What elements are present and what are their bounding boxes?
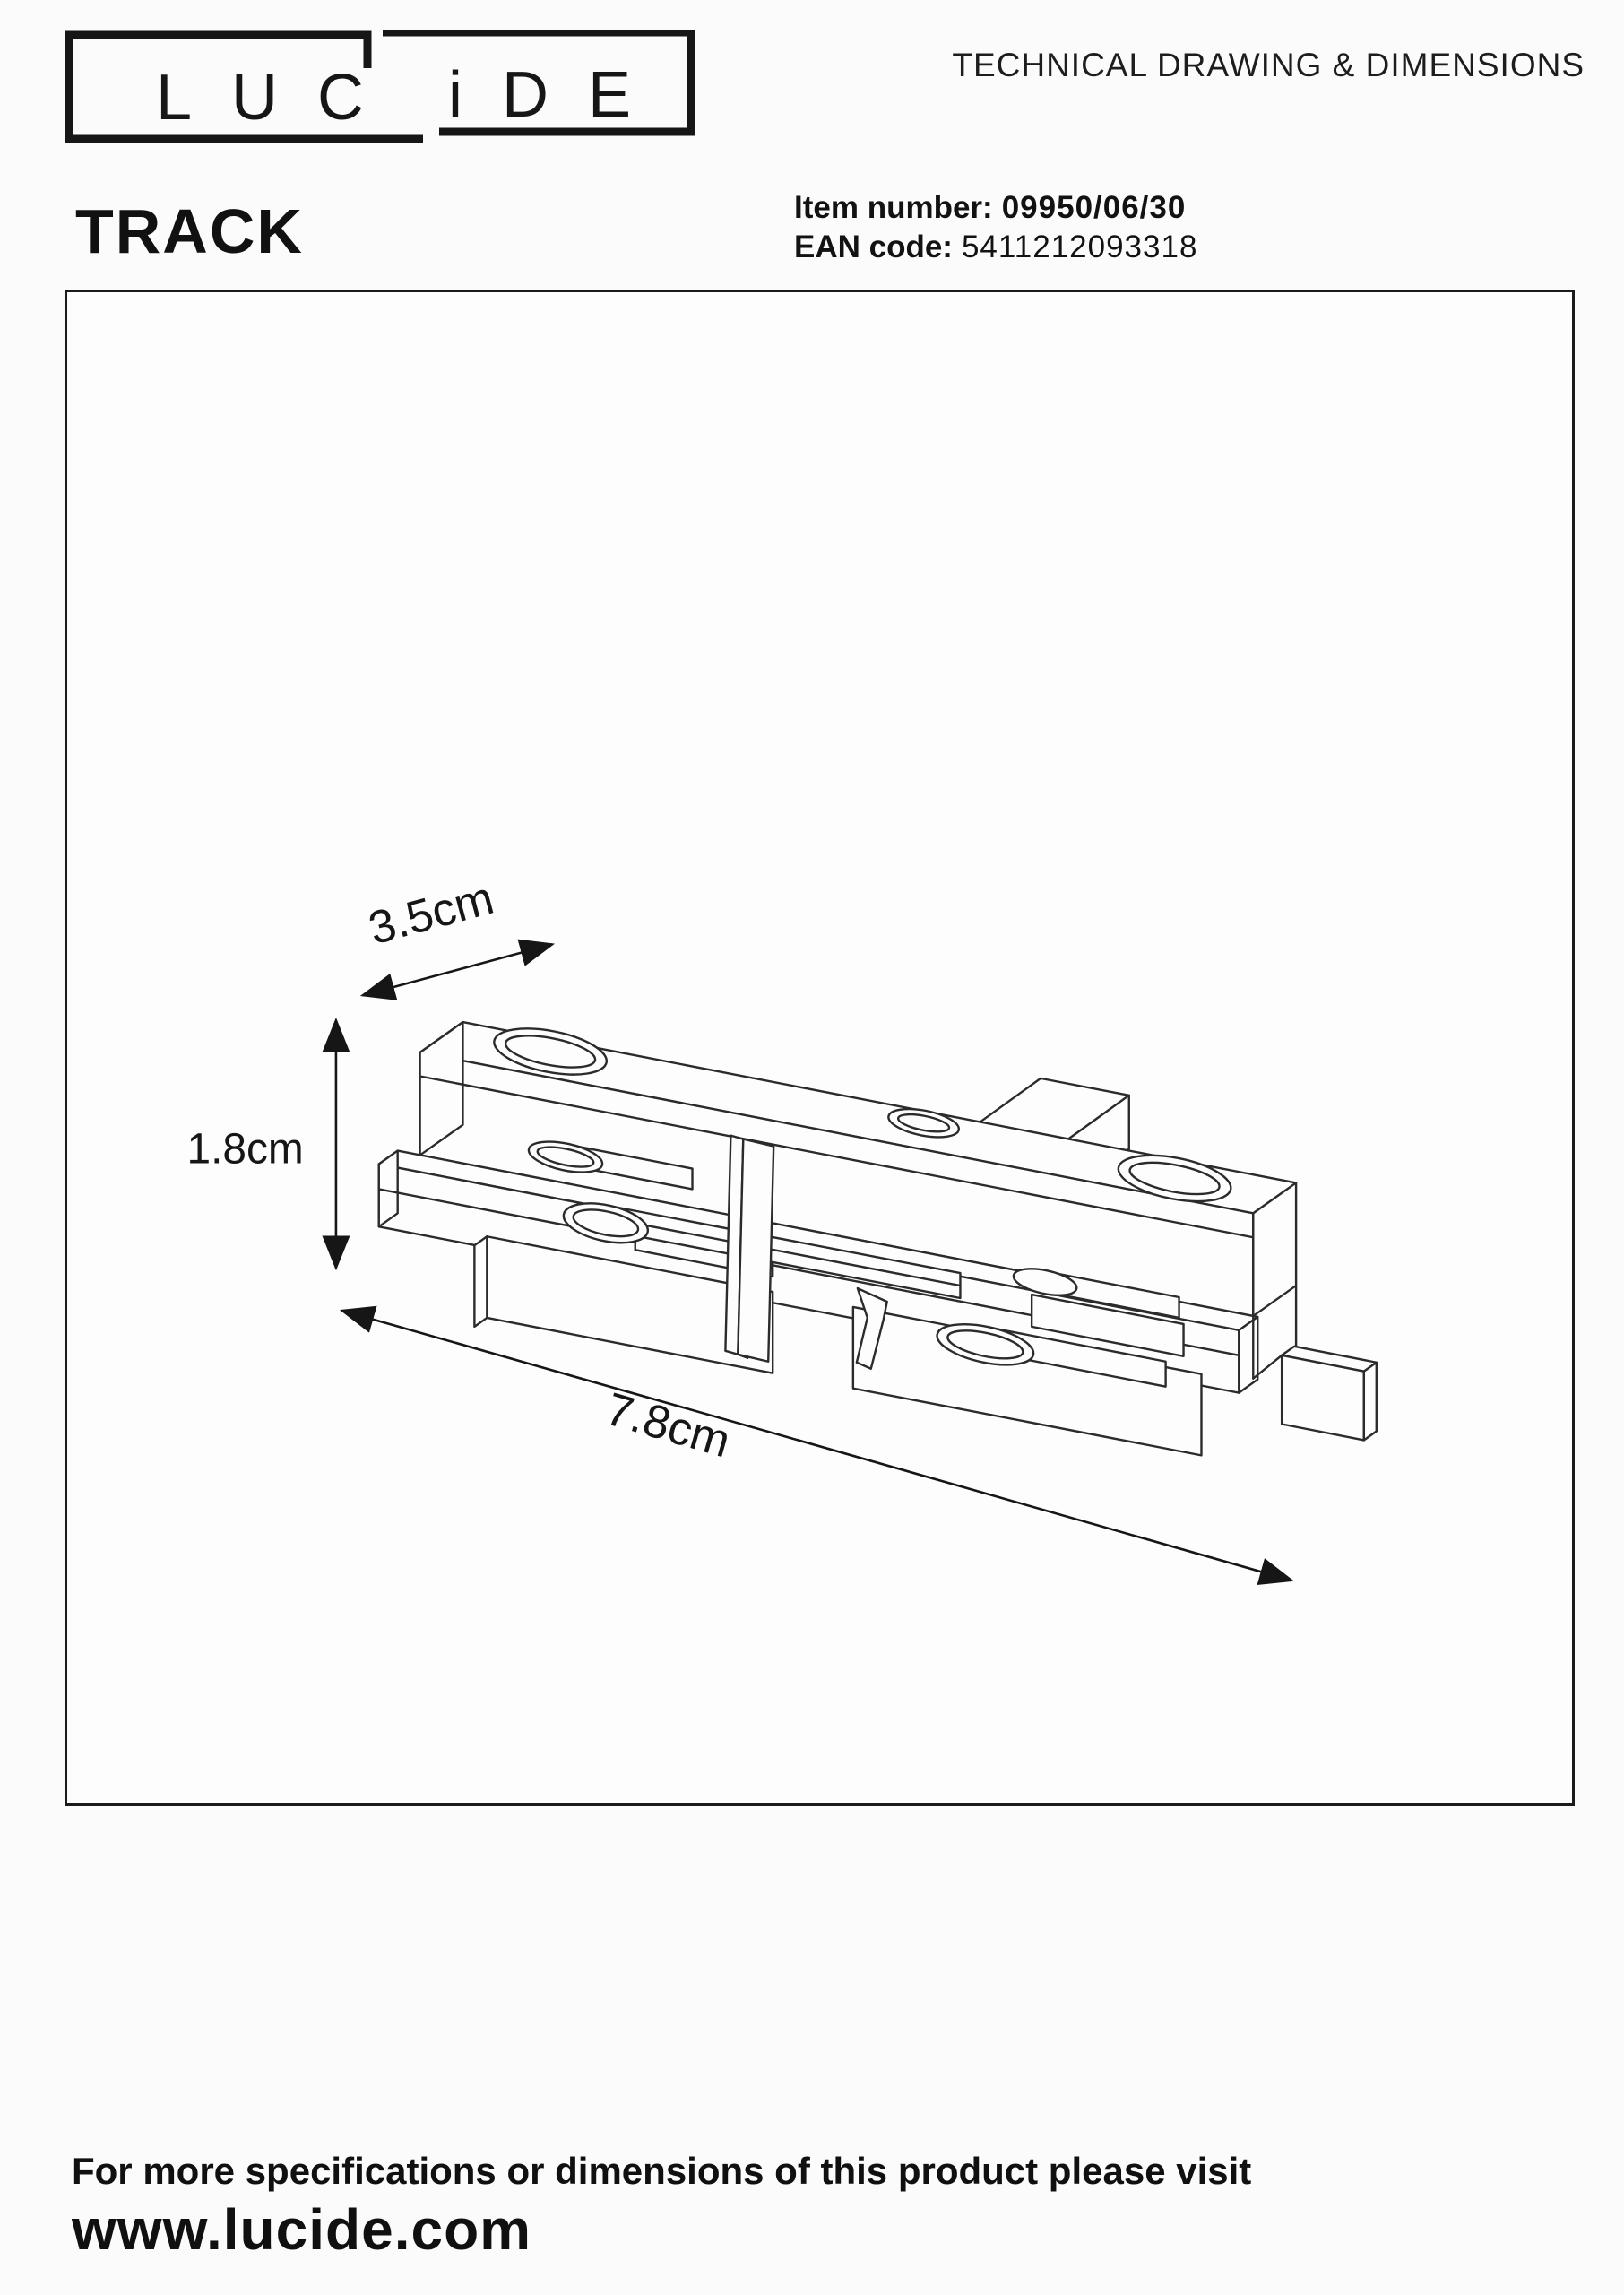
ean-label: EAN code: [794, 230, 953, 264]
right-foot-side [1364, 1363, 1377, 1441]
height-dimension-label: 1.8cm [186, 1125, 304, 1173]
lucide-logo [63, 30, 701, 145]
logo-text-left: LUC [156, 62, 404, 134]
left-bottom-box-end [474, 1236, 487, 1327]
ean-row [794, 228, 1197, 267]
connector-isometric-drawing [379, 1020, 1377, 1455]
product-meta [794, 188, 1197, 267]
flange-front-plate [738, 1139, 773, 1362]
right-foot-front [1282, 1355, 1364, 1441]
width-dimension-label: 3.5cm [363, 870, 499, 955]
product-name: TRACK [75, 196, 304, 266]
technical-drawing [67, 292, 1572, 1803]
ledge-right-end-face [1239, 1317, 1257, 1393]
technical-drawing-frame [65, 290, 1575, 1806]
footer-note: For more specifications or dimensions of this product please visit [72, 2150, 1252, 2192]
logo-text-right: iDE [448, 59, 671, 131]
item-number-value: 09950/06/30 [1001, 190, 1187, 225]
page-title: TECHNICAL DRAWING & DIMENSIONS [952, 47, 1585, 83]
item-number-row [794, 188, 1197, 228]
length-dimension-label: 7.8cm [600, 1381, 737, 1468]
item-number-label: Item number: [794, 190, 993, 225]
ean-value: 5411212093318 [961, 230, 1198, 264]
footer-website: www.lucide.com [72, 2197, 532, 2262]
width-dimension-arrow [363, 944, 552, 995]
